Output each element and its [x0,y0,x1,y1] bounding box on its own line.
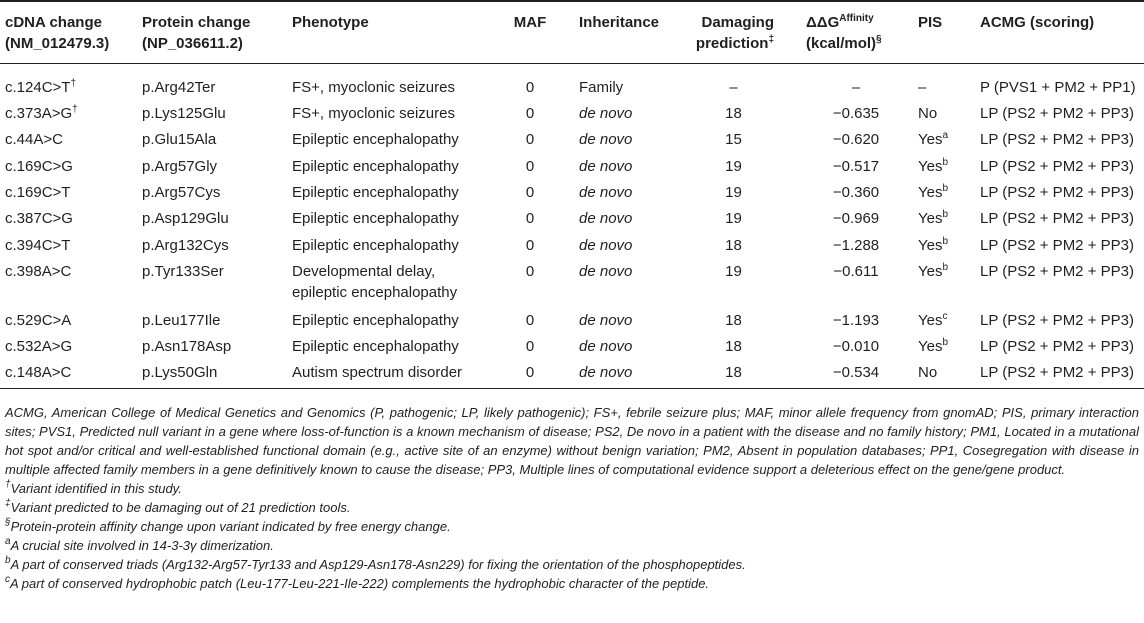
footnote-section: §Protein-protein affinity change upon variant indicated by free energy change. [5,517,451,534]
cell-protein: p.Arg42Ter [142,79,216,96]
cell-cdna: c.532A>G [5,338,73,355]
cell-damaging: 18 [725,312,742,329]
cell-acmg: LP (PS2 + PM2 + PP3) [980,364,1134,381]
table-row [0,103,1144,124]
cell-pis: Yes$^b$ [918,157,949,175]
table-row [0,182,1144,203]
cell-protein: p.Arg57Cys [142,184,221,201]
cell-protein: p.Leu177Ile [142,312,221,329]
cell-cdna: c.398A>C [5,263,72,280]
cell-acmg: LP (PS2 + PM2 + PP3) [980,338,1134,355]
cell-phenotype: Epileptic encephalopathy [292,312,459,329]
footnote-dagger: †Variant identified in this study. [5,479,182,496]
cell-maf: 0 [525,338,535,355]
table-row [0,208,1144,229]
cell-pis: No [918,105,938,122]
cell-inheritance: de novo [579,131,633,148]
cell-protein: p.Arg57Gly [142,158,218,175]
cell-inheritance: de novo [579,263,633,280]
cell-cdna: c.169C>G [5,158,73,175]
cell-damaging: – [729,79,738,96]
cell-protein: p.Arg132Cys [142,237,229,254]
cell-ddg: −1.288 [832,237,880,254]
cell-acmg: LP (PS2 + PM2 + PP3) [980,158,1134,175]
header-protein: Protein change (NP_036611.2) [142,14,251,52]
header-inheritance: Inheritance [579,14,660,31]
cell-acmg: LP (PS2 + PM2 + PP3) [980,263,1134,280]
table-row [0,156,1144,177]
table-row [0,235,1144,256]
cell-maf: 0 [525,184,535,201]
cell-cdna: c.394C>T [5,237,71,254]
cell-maf: 0 [525,105,535,122]
cell-damaging: 19 [725,263,742,280]
cell-cdna: c.148A>C [5,364,72,381]
cell-inheritance: de novo [579,312,633,329]
cell-phenotype: FS+, myoclonic seizures [292,105,455,122]
footnote-c: $^c$A part of conserved hydrophobic patch (Leu-177-Leu-221-Ile-222) complements the hydrophobic character of the peptide. [5,574,710,591]
header-maf: MAF [513,14,547,31]
header-ddg: $\Delta\Delta G^{Affinity}$ (kcal/mol)§ [806,13,882,52]
header-cdna: cDNA change (NM_012479.3) [5,14,110,52]
header-damaging: Damaging prediction‡ [695,14,774,52]
cell-cdna: c.124C>T† [5,78,77,96]
header-acmg: ACMG (scoring) [980,14,1095,31]
cell-damaging: 19 [725,184,742,201]
table-header-rule [0,63,1144,64]
cell-maf: 0 [525,263,535,280]
cell-inheritance: de novo [579,184,633,201]
cell-protein: p.Lys125Glu [142,105,226,122]
cell-pis: Yes$^b$ [918,183,949,201]
cell-ddg: −0.517 [832,158,880,175]
table-bottom-rule [0,388,1144,389]
cell-damaging: 15 [725,131,742,148]
cell-damaging: 18 [725,364,742,381]
footnote-b: $^b$A part of conserved triads (Arg132-Arg57-Tyr133 and Asp129-Asn178-Asn229) for fixing the orientation of the phosphopeptides. [5,555,746,572]
table-row [0,362,1144,383]
cell-phenotype: FS+, myoclonic seizures [292,79,455,96]
cell-ddg: – [851,79,861,96]
cell-inheritance: de novo [579,105,633,122]
cell-phenotype: Epileptic encephalopathy [292,210,459,227]
cell-maf: 0 [525,364,535,381]
cell-acmg: LP (PS2 + PM2 + PP3) [980,131,1134,148]
table-row [0,77,1144,98]
cell-damaging: 18 [725,237,742,254]
cell-damaging: 19 [725,158,742,175]
cell-protein: p.Glu15Ala [142,131,217,148]
cell-cdna: c.529C>A [5,312,72,329]
cell-pis: Yes$^b$ [918,209,949,227]
cell-acmg: P (PVS1 + PM2 + PP1) [980,79,1136,96]
cell-cdna: c.169C>T [5,184,71,201]
table-row [0,310,1144,331]
cell-pis: Yes$^b$ [918,262,949,280]
table-footnotes [5,403,1139,593]
cell-maf: 0 [525,158,535,175]
cell-maf: 0 [525,312,535,329]
cell-pis: No [918,364,938,381]
cell-protein: p.Lys50Gln [142,364,218,381]
cell-acmg: LP (PS2 + PM2 + PP3) [980,105,1134,122]
cell-inheritance: de novo [579,364,633,381]
cell-phenotype: Epileptic encephalopathy [292,158,459,175]
cell-ddg: −1.193 [832,312,880,329]
cell-ddg: −0.620 [832,131,880,148]
footnote-abbreviations: ACMG, American College of Medical Genetics and Genomics (P, pathogenic; LP, likely pathogenic); FS+, febrile seizure plus; MAF, minor allele frequency from gnomAD; PIS, primary interaction sites; PVS1, Predicted null variant in a gene where loss-of-function is a known mechanism of disease; PS2, De novo in a patient with the disease and no family history; PM1, Located in a mutational hot spot and/or critical and well-established functional domain (e.g., active site of an enzyme) without benign variation; PM2, Absent in population databases; PP1, Cosegregation with disease in multiple affected family members in a gene definitively known to cause the disease; PP3, Multiple lines of computational evidence support a deleterious effect on the gene/gene product. [5,405,1139,477]
cell-maf: 0 [525,131,535,148]
cell-damaging: 18 [725,105,742,122]
cell-phenotype: Epileptic encephalopathy [292,338,459,355]
cell-inheritance: Family [579,79,624,96]
cell-inheritance: de novo [579,237,633,254]
cell-ddg: −0.010 [832,338,880,355]
cell-inheritance: de novo [579,158,633,175]
cell-maf: 0 [525,210,535,227]
cell-protein: p.Asn178Asp [142,338,232,355]
cell-ddg: −0.611 [833,263,879,280]
cell-cdna: c.44A>C [5,131,63,148]
table-row [0,129,1144,150]
header-pis: PIS [918,14,943,31]
header-phenotype: Phenotype [292,14,369,31]
cell-protein: p.Tyr133Ser [142,263,224,280]
cell-maf: 0 [525,79,535,96]
table-row [0,336,1144,357]
cell-phenotype: Developmental delay, epileptic encephalopathy [292,263,458,301]
cell-damaging: 19 [725,210,742,227]
cell-pis: Yes$^c$ [918,311,948,329]
footnote-double-dagger: ‡Variant predicted to be damaging out of 21 prediction tools. [5,498,351,515]
cell-acmg: LP (PS2 + PM2 + PP3) [980,237,1134,254]
footnote-a: $^a$A crucial site involved in 14-3-3γ dimerization. [5,536,274,553]
cell-phenotype: Epileptic encephalopathy [292,184,459,201]
cell-acmg: LP (PS2 + PM2 + PP3) [980,312,1134,329]
cell-phenotype: Epileptic encephalopathy [292,237,459,254]
cell-phenotype: Autism spectrum disorder [292,364,463,381]
cell-acmg: LP (PS2 + PM2 + PP3) [980,210,1134,227]
cell-pis: Yes$^b$ [918,337,949,355]
cell-acmg: LP (PS2 + PM2 + PP3) [980,184,1134,201]
cell-pis: – [918,79,927,96]
cell-pis: Yes$^a$ [918,130,949,148]
table-row [0,261,1144,303]
cell-ddg: −0.635 [832,105,880,122]
cell-inheritance: de novo [579,338,633,355]
cell-ddg: −0.969 [832,210,880,227]
cell-maf: 0 [525,237,535,254]
cell-cdna: c.387C>G [5,210,73,227]
cell-inheritance: de novo [579,210,633,227]
cell-cdna: c.373A>G† [5,104,78,122]
cell-pis: Yes$^b$ [918,236,949,254]
table-top-rule [0,0,1144,2]
cell-damaging: 18 [725,338,742,355]
cell-ddg: −0.534 [832,364,880,381]
cell-ddg: −0.360 [832,184,880,201]
cell-protein: p.Asp129Glu [142,210,229,227]
cell-phenotype: Epileptic encephalopathy [292,131,459,148]
